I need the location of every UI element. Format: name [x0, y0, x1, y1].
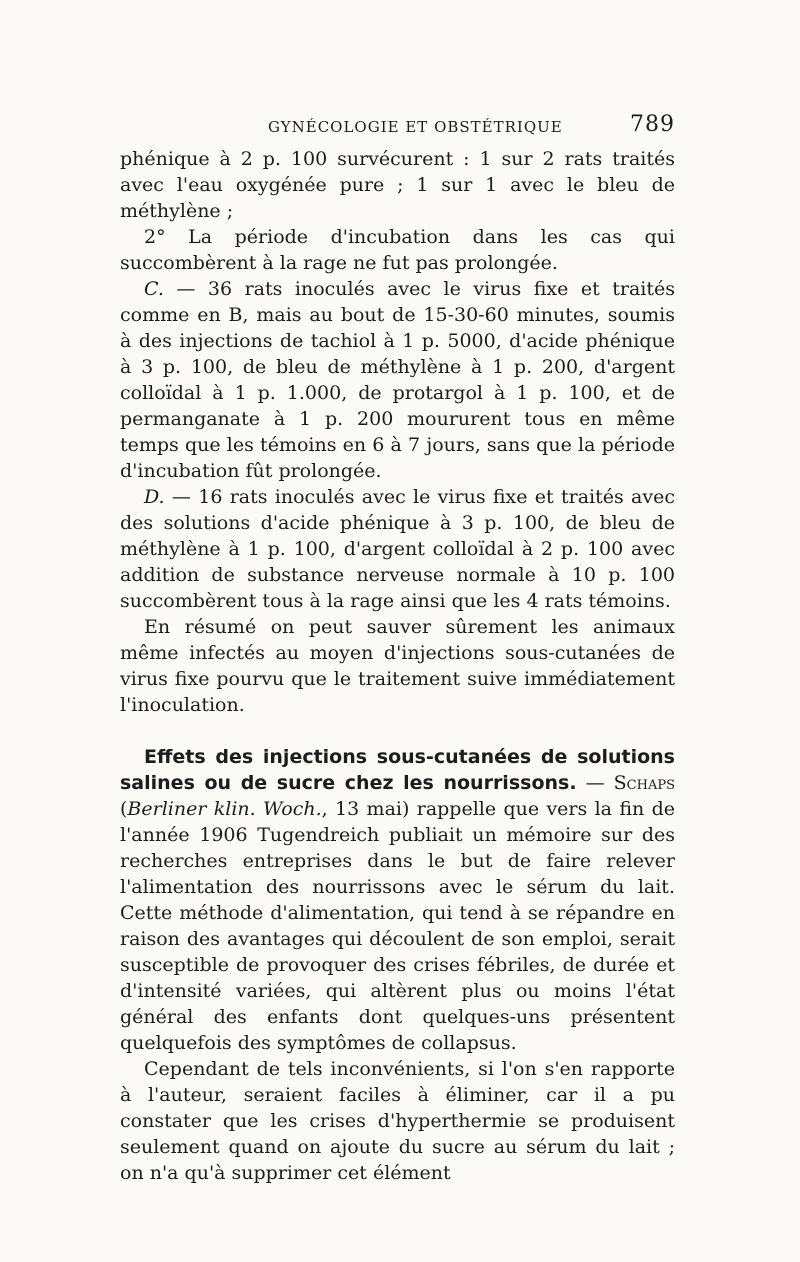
- paragraph-c-label: C.: [144, 278, 164, 300]
- section-author: Schaps: [613, 772, 675, 794]
- paragraph-d-text: — 16 rats inoculés avec le virus fixe et traités avec des solutions d'acide phénique à 3 p. 100, de bleu de méthylène à 1 p. 100, d'argent colloïdal à 2 p. 100 avec addition de substance nerveuse normale à 10 p. 100 succombèrent tous à la rage ainsi que les 4 rats témoins.: [120, 486, 675, 612]
- paragraph-d: [120, 484, 675, 614]
- body-text: [120, 146, 675, 1186]
- paragraph-continuation: phénique à 2 p. 100 survécurent : 1 sur 2 rats traités avec l'eau oxygénée pure ; 1 sur 1 avec le bleu de méthylène ;: [120, 148, 675, 222]
- paragraph-d-label: D.: [144, 486, 165, 508]
- section-paragraph: [120, 744, 675, 1056]
- running-head: [120, 112, 675, 142]
- paragraph-c: [120, 276, 675, 484]
- paragraph-incubation: 2° La période d'incubation dans les cas qui succombèrent à la rage ne fut pas prolongée.: [120, 226, 675, 274]
- citation-open: (: [120, 798, 128, 820]
- running-title: GYNÉCOLOGIE ET OBSTÉTRIQUE: [268, 118, 563, 136]
- section-divider: [120, 718, 675, 744]
- paragraph-c-text: — 36 rats inoculés avec le virus fixe et traités comme en B, mais au bout de 15-30-60 minutes, soumis à des injections de tachiol à 1 p. 5000, d'acide phénique à 3 p. 100, de bleu de méthylène à 1 p. 200, d'argent colloïdal à 1 p. 1.000, de protargol à 1 p. 100, et de permanganate à 1 p. 200 moururent tous en même temps que les témoins en 6 à 7 jours, sans que la période d'incubation fût prolongée.: [120, 278, 675, 482]
- section-title: Effets des injections sous-cutanées de solutions salines ou de sucre chez les nourrissons.: [120, 746, 675, 794]
- paragraph-summary: En résumé on peut sauver sûrement les animaux même infectés au moyen d'injections sous-cutanées de virus fixe pourvu que le traitement suive immédiatement l'inoculation.: [120, 616, 675, 716]
- section-dash: —: [576, 772, 614, 794]
- journal-name: Berliner klin. Woch.: [127, 798, 322, 820]
- section-paragraph-2: Cependant de tels inconvénients, si l'on s'en rapporte à l'auteur, seraient faciles à éliminer, car il a pu constater que les crises d'hyperthermie se produisent seulement quand on ajoute du sucre au sérum du lait ; on n'a qu'à supprimer cet élément: [120, 1058, 675, 1184]
- section-body: , 13 mai) rappelle que vers la fin de l'année 1906 Tugendreich publiait un mémoire sur des recherches entreprises dans le but de faire relever l'alimentation des nourrissons avec le sérum du lait. Cette méthode d'alimentation, qui tend à se répandre en raison des avantages qui découlent de son emploi, serait susceptible de provoquer des crises fébriles, de durée et d'intensité variées, qui altèrent plus ou moins l'état général des enfants dont quelques-uns présentent quelquefois des symptômes de collapsus.: [120, 798, 675, 1054]
- page-number: 789: [630, 112, 675, 137]
